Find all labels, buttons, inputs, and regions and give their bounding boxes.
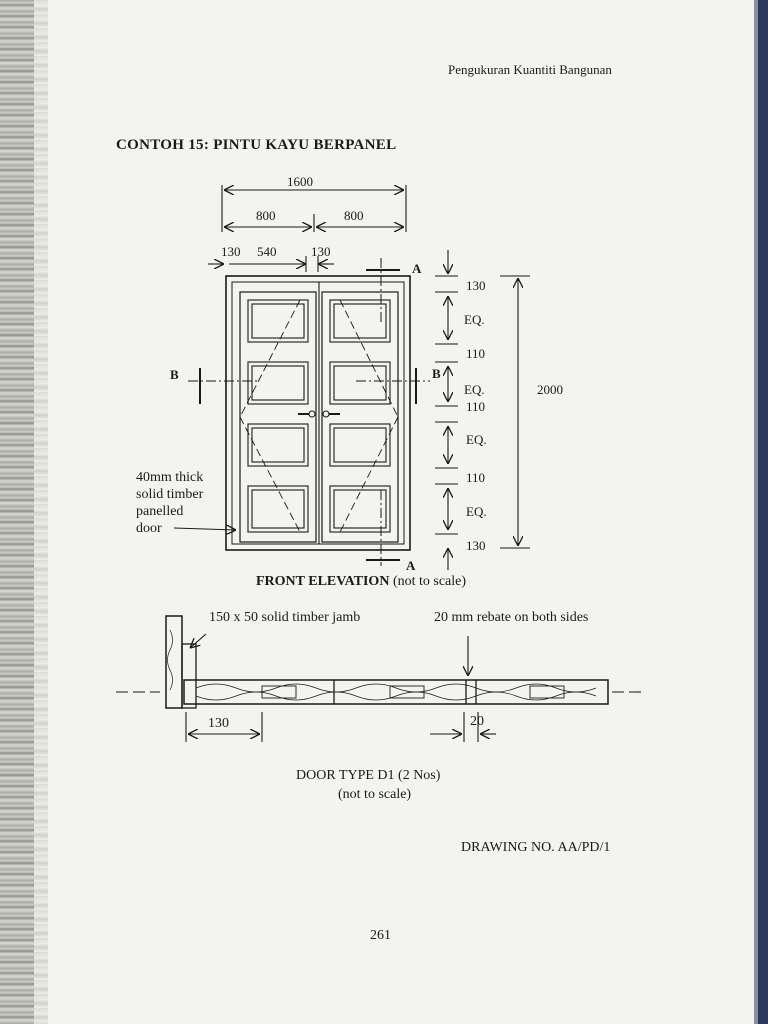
dim-label-1600: 1600 bbox=[287, 174, 313, 189]
dim-label-rail3: 110 bbox=[466, 470, 486, 485]
door-leaf-right bbox=[322, 292, 398, 542]
section-caption-line1: DOOR TYPE D1 (2 Nos) bbox=[296, 768, 441, 783]
note-line-4: door bbox=[136, 521, 162, 536]
dim-label-rebate-20: 20 bbox=[470, 714, 484, 729]
rebate-note: 20 mm rebate on both sides bbox=[434, 610, 589, 625]
jamb-stop bbox=[166, 616, 182, 708]
dim-label-rail2: 110 bbox=[466, 399, 486, 414]
dim-label-jamb-130: 130 bbox=[208, 716, 229, 731]
note-line-3: panelled bbox=[136, 504, 184, 519]
dim-label-eq2: EQ. bbox=[464, 382, 485, 397]
dim-label-800-left: 800 bbox=[256, 208, 276, 223]
dim-label-130-right: 130 bbox=[311, 244, 331, 259]
section-mark-b-right: B bbox=[432, 366, 441, 381]
elevation-caption-bold: FRONT ELEVATION bbox=[256, 574, 390, 589]
dim-label-eq1: EQ. bbox=[464, 312, 485, 327]
panels-left bbox=[248, 300, 308, 532]
dim-label-130-left: 130 bbox=[221, 244, 241, 259]
dim-label-540: 540 bbox=[257, 244, 277, 259]
door-frame-outline bbox=[226, 276, 410, 550]
door-leaf-left bbox=[240, 292, 316, 542]
page-number: 261 bbox=[370, 928, 391, 943]
page-title: CONTOH 15: PINTU KAYU BERPANEL bbox=[116, 137, 397, 153]
elevation-caption-normal: (not to scale) bbox=[392, 574, 467, 589]
jamb-note: 150 x 50 solid timber jamb bbox=[209, 610, 361, 625]
note-line-1: 40mm thick bbox=[136, 470, 204, 485]
dim-label-top-rail: 130 bbox=[466, 278, 486, 293]
dim-section bbox=[186, 712, 496, 742]
section-mark-a-top: A bbox=[412, 261, 422, 276]
drawing-number: DRAWING NO. AA/PD/1 bbox=[461, 840, 611, 855]
door-section bbox=[116, 616, 646, 708]
dim-vertical-rails bbox=[435, 250, 458, 570]
dim-label-eq3: EQ. bbox=[466, 432, 487, 447]
dim-label-rail1: 110 bbox=[466, 346, 486, 361]
section-mark-a-bottom: A bbox=[406, 558, 416, 573]
elevation-caption bbox=[256, 574, 466, 590]
note-line-2: solid timber bbox=[136, 487, 204, 502]
dim-label-2000: 2000 bbox=[537, 382, 563, 397]
dim-label-bottom-rail: 130 bbox=[466, 538, 486, 553]
door-leaf-section bbox=[184, 680, 608, 704]
section-mark-b-left: B bbox=[170, 367, 179, 382]
running-header: Pengukuran Kuantiti Bangunan bbox=[448, 62, 612, 77]
door-frame-inner bbox=[232, 282, 404, 544]
dim-leaf-widths bbox=[224, 214, 404, 232]
dim-overall-height bbox=[500, 276, 530, 548]
dim-label-eq4: EQ. bbox=[466, 504, 487, 519]
section-caption-line2: (not to scale) bbox=[338, 787, 412, 802]
handle-left-icon bbox=[309, 411, 315, 417]
dim-label-800-right: 800 bbox=[344, 208, 364, 223]
handle-right-icon bbox=[323, 411, 329, 417]
